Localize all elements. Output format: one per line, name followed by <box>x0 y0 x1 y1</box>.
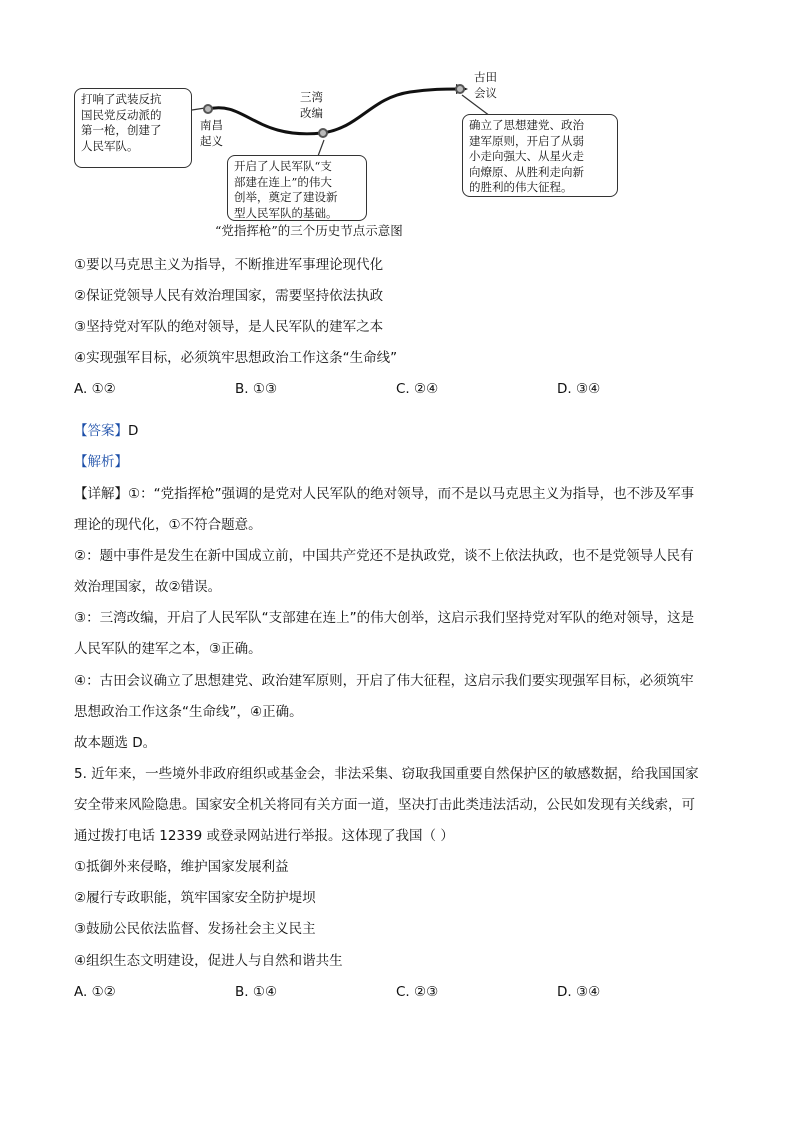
q5-option-d[interactable]: D. ③④ <box>557 984 601 1000</box>
q5-stem: 5. 近年来，一些境外非政府组织或基金会，非法采集、窃取我国重要自然保护区的敏感数据，给我国国家 <box>74 766 699 782</box>
detail-line: 效治理国家，故②错误。 <box>74 579 222 595</box>
sanwan-label: 三湾 改编 <box>300 90 323 120</box>
q5-statement: ③鼓励公民依法监督、发扬社会主义民主 <box>74 921 316 937</box>
q5-option-a[interactable]: A. ①② <box>74 984 116 1000</box>
detail-line: 人民军队的建军之本，③正确。 <box>74 641 262 657</box>
q5-statement: ②履行专政职能，筑牢国家安全防护堤坝 <box>74 890 316 906</box>
q5-stem: 安全带来风险隐患。国家安全机关将同有关方面一道，坚决打击此类违法活动，公民如发现有关线索，可 <box>74 797 695 813</box>
answer-line <box>74 422 138 440</box>
q5-stem: 通过拨打电话 12339 或登录网站进行举报。这体现了我国（ ） <box>74 828 454 844</box>
analysis-label: 【解析】 <box>74 454 128 470</box>
answer-value: D <box>128 423 139 439</box>
nanchang-node-dot <box>203 104 213 114</box>
history-diagram <box>0 0 794 245</box>
q4-option-a[interactable]: A. ①② <box>74 381 116 397</box>
q4-option-b[interactable]: B. ①③ <box>235 381 278 397</box>
q5-statement: ④组织生态文明建设，促进人与自然和谐共生 <box>74 953 343 969</box>
nanchang-label: 南昌 起义 <box>200 118 223 148</box>
detail-label: 【详解】 <box>74 486 128 502</box>
detail-line: 【详解】①：“党指挥枪”强调的是党对人民军队的绝对领导，而不是以马克思主义为指导，也不涉及军事 <box>74 486 695 502</box>
sanwan-callout: 开启了人民军队“支 部建在连上”的伟大 创举，奠定了建设新 型人民军队的基础。 <box>227 155 367 221</box>
q4-statement: ①要以马克思主义为指导，不断推进军事理论现代化 <box>74 257 384 273</box>
q4-option-d[interactable]: D. ③④ <box>557 381 601 397</box>
detail-line: ④：古田会议确立了思想建党、政治建军原则，开启了伟大征程，这启示我们要实现强军目标，必须筑牢 <box>74 673 694 689</box>
q4-statement: ④实现强军目标，必须筑牢思想政治工作这条“生命线” <box>74 350 398 366</box>
sanwan-node-dot <box>318 128 328 138</box>
detail-line: ③：三湾改编，开启了人民军队“支部建在连上”的伟大创举，这启示我们坚持党对军队的绝对领导，这是 <box>74 610 695 626</box>
nanchang-callout: 打响了武装反抗 国民党反动派的 第一枪，创建了 人民军队。 <box>74 88 192 168</box>
q5-statement: ①抵御外来侵略，维护国家发展利益 <box>74 859 289 875</box>
q5-option-c[interactable]: C. ②③ <box>396 984 439 1000</box>
detail-line: 故本题选 D。 <box>74 735 157 751</box>
detail-line: ②：题中事件是发生在新中国成立前，中国共产党还不是执政党，谈不上依法执政，也不是党领导人民有 <box>74 548 694 564</box>
gutian-node-dot <box>455 84 465 94</box>
q4-statement: ②保证党领导人民有效治理国家，需要坚持依法执政 <box>74 288 384 304</box>
diagram-caption: “党指挥枪”的三个历史节点示意图 <box>215 223 403 238</box>
q4-statement: ③坚持党对军队的绝对领导，是人民军队的建军之本 <box>74 319 384 335</box>
q5-option-b[interactable]: B. ①④ <box>235 984 278 1000</box>
answer-label: 【答案】 <box>74 423 128 439</box>
gutian-callout: 确立了思想建党、政治 建军原则，开启了从弱 小走向强大、从星火走 向燎原、从胜利走向新 的胜利的伟大征程。 <box>462 114 618 197</box>
q4-option-c[interactable]: C. ②④ <box>396 381 439 397</box>
detail-line: 思想政治工作这条“生命线”，④正确。 <box>74 704 303 720</box>
detail-line: 理论的现代化，①不符合题意。 <box>74 517 262 533</box>
gutian-label: 古田 会议 <box>474 70 497 100</box>
